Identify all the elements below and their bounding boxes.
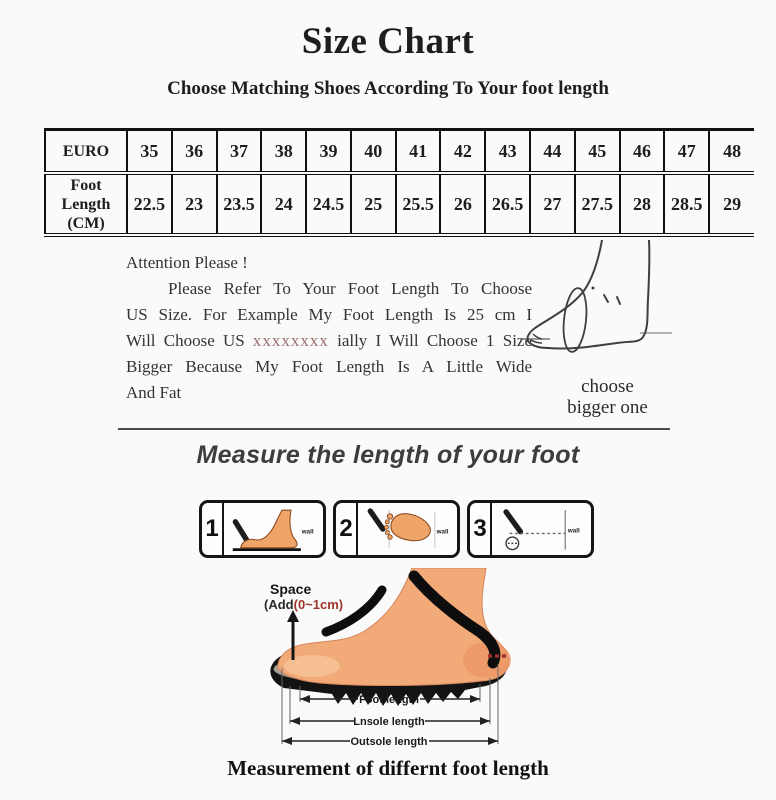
size-cell: 41 <box>396 130 441 174</box>
toe <box>388 535 392 539</box>
size-cell: 39 <box>306 130 351 174</box>
arrow-head <box>282 737 292 745</box>
arrow-head <box>488 737 498 745</box>
size-cell: 25 <box>351 173 396 235</box>
size-cell: 25.5 <box>396 173 441 235</box>
choose-bigger-note <box>545 376 670 418</box>
arrow-head <box>480 717 490 725</box>
space-add-value: (0~1cm) <box>293 597 344 612</box>
step-number: 1 <box>202 503 224 555</box>
pencil-icon <box>235 522 247 541</box>
wall-label: wall <box>567 527 580 535</box>
step-box-2 <box>333 500 460 558</box>
size-cell: 35 <box>127 130 172 174</box>
step-box-1 <box>199 500 326 558</box>
measure-steps <box>199 500 594 558</box>
wall-label: wall <box>301 528 314 536</box>
attention-heading: Attention Please ! <box>126 253 248 272</box>
size-cell: 40 <box>351 130 396 174</box>
step2-illustration <box>358 503 457 555</box>
size-cell: 27 <box>530 173 575 235</box>
section-divider <box>118 428 670 430</box>
arrow-head <box>470 695 480 703</box>
page-title: Size Chart <box>301 21 475 62</box>
insole-length-label: Lnsole length <box>353 716 425 728</box>
size-cell: 28.5 <box>664 173 709 235</box>
foot-measurement-diagram <box>262 568 512 754</box>
wall-label: wall <box>436 528 449 536</box>
space-add-label <box>264 597 343 612</box>
arrow-head <box>300 695 310 703</box>
size-cell: 45 <box>575 130 620 174</box>
page-subtitle: Choose Matching Shoes According To Your foot length <box>167 78 609 99</box>
foot-length-header-cell: Foot Length (CM) <box>45 173 127 235</box>
toe <box>384 525 388 529</box>
size-table <box>44 128 754 237</box>
width-ellipse <box>561 287 590 353</box>
size-cell: 44 <box>530 130 575 174</box>
space-add-prefix: (Add <box>264 597 294 612</box>
size-cell: 28 <box>620 173 665 235</box>
step1-illustration <box>224 503 323 555</box>
foot-top-view <box>391 514 431 541</box>
attention-line <box>126 328 532 354</box>
foot-sketch-illustration <box>520 240 672 368</box>
foot-side-view <box>241 510 297 548</box>
ankle-marks <box>604 295 620 304</box>
size-cell: 23 <box>172 173 217 235</box>
size-cell: 38 <box>261 130 306 174</box>
size-cell: 42 <box>440 130 485 174</box>
table-row-foot-length <box>45 173 754 235</box>
size-cell: 43 <box>485 130 530 174</box>
size-cell: 27.5 <box>575 173 620 235</box>
dot-mark <box>592 287 595 290</box>
size-cell: 48 <box>709 130 754 174</box>
space-label: Space <box>270 581 312 597</box>
step-box-3 <box>467 500 594 558</box>
size-cell: 46 <box>620 130 665 174</box>
pencil-icon <box>506 512 520 532</box>
attention-text-part: ially I Will Choose 1 Size <box>328 331 533 350</box>
redacted-text: xxxxxxxx <box>252 331 329 350</box>
toe <box>387 514 392 519</box>
size-cell: 37 <box>217 130 262 174</box>
bottom-caption: Measurement of differnt foot length <box>227 756 549 780</box>
foot-outline <box>528 240 650 349</box>
choose-note-line: bigger one <box>567 397 648 418</box>
attention-line: Please Refer To Your Foot Length To Choose <box>168 279 532 298</box>
step-number: 2 <box>336 503 358 555</box>
size-cell: 24.5 <box>306 173 351 235</box>
size-cell: 23.5 <box>217 173 262 235</box>
step-number: 3 <box>470 503 492 555</box>
size-cell: 36 <box>172 130 217 174</box>
foot-length-label: Foot length <box>359 694 419 706</box>
attention-line: US Size. For Example My Foot Length Is 25 cm I <box>126 305 532 324</box>
attention-text-part: Will Choose US <box>126 331 253 350</box>
table-row-euro <box>45 130 754 174</box>
outsole-length-label: Outsole length <box>350 736 428 748</box>
size-cell: 26 <box>440 173 485 235</box>
size-cell: 26.5 <box>485 173 530 235</box>
size-cell: 47 <box>664 130 709 174</box>
size-cell: 22.5 <box>127 173 172 235</box>
heel-shade <box>463 642 511 678</box>
size-cell: 24 <box>261 173 306 235</box>
step3-illustration <box>492 503 591 555</box>
measure-heading: Measure the length of your foot <box>196 441 580 469</box>
pencil-icon <box>370 511 383 529</box>
euro-header-cell: EURO <box>45 130 127 174</box>
size-cell: 29 <box>709 173 754 235</box>
arrow-head <box>290 717 300 725</box>
toe <box>385 520 389 524</box>
attention-note <box>126 250 532 406</box>
attention-line: And Fat <box>126 383 182 402</box>
choose-note-line: choose <box>581 376 634 397</box>
toe <box>385 531 389 535</box>
attention-line: Bigger Because My Foot Length Is A Little Wide <box>126 357 532 376</box>
